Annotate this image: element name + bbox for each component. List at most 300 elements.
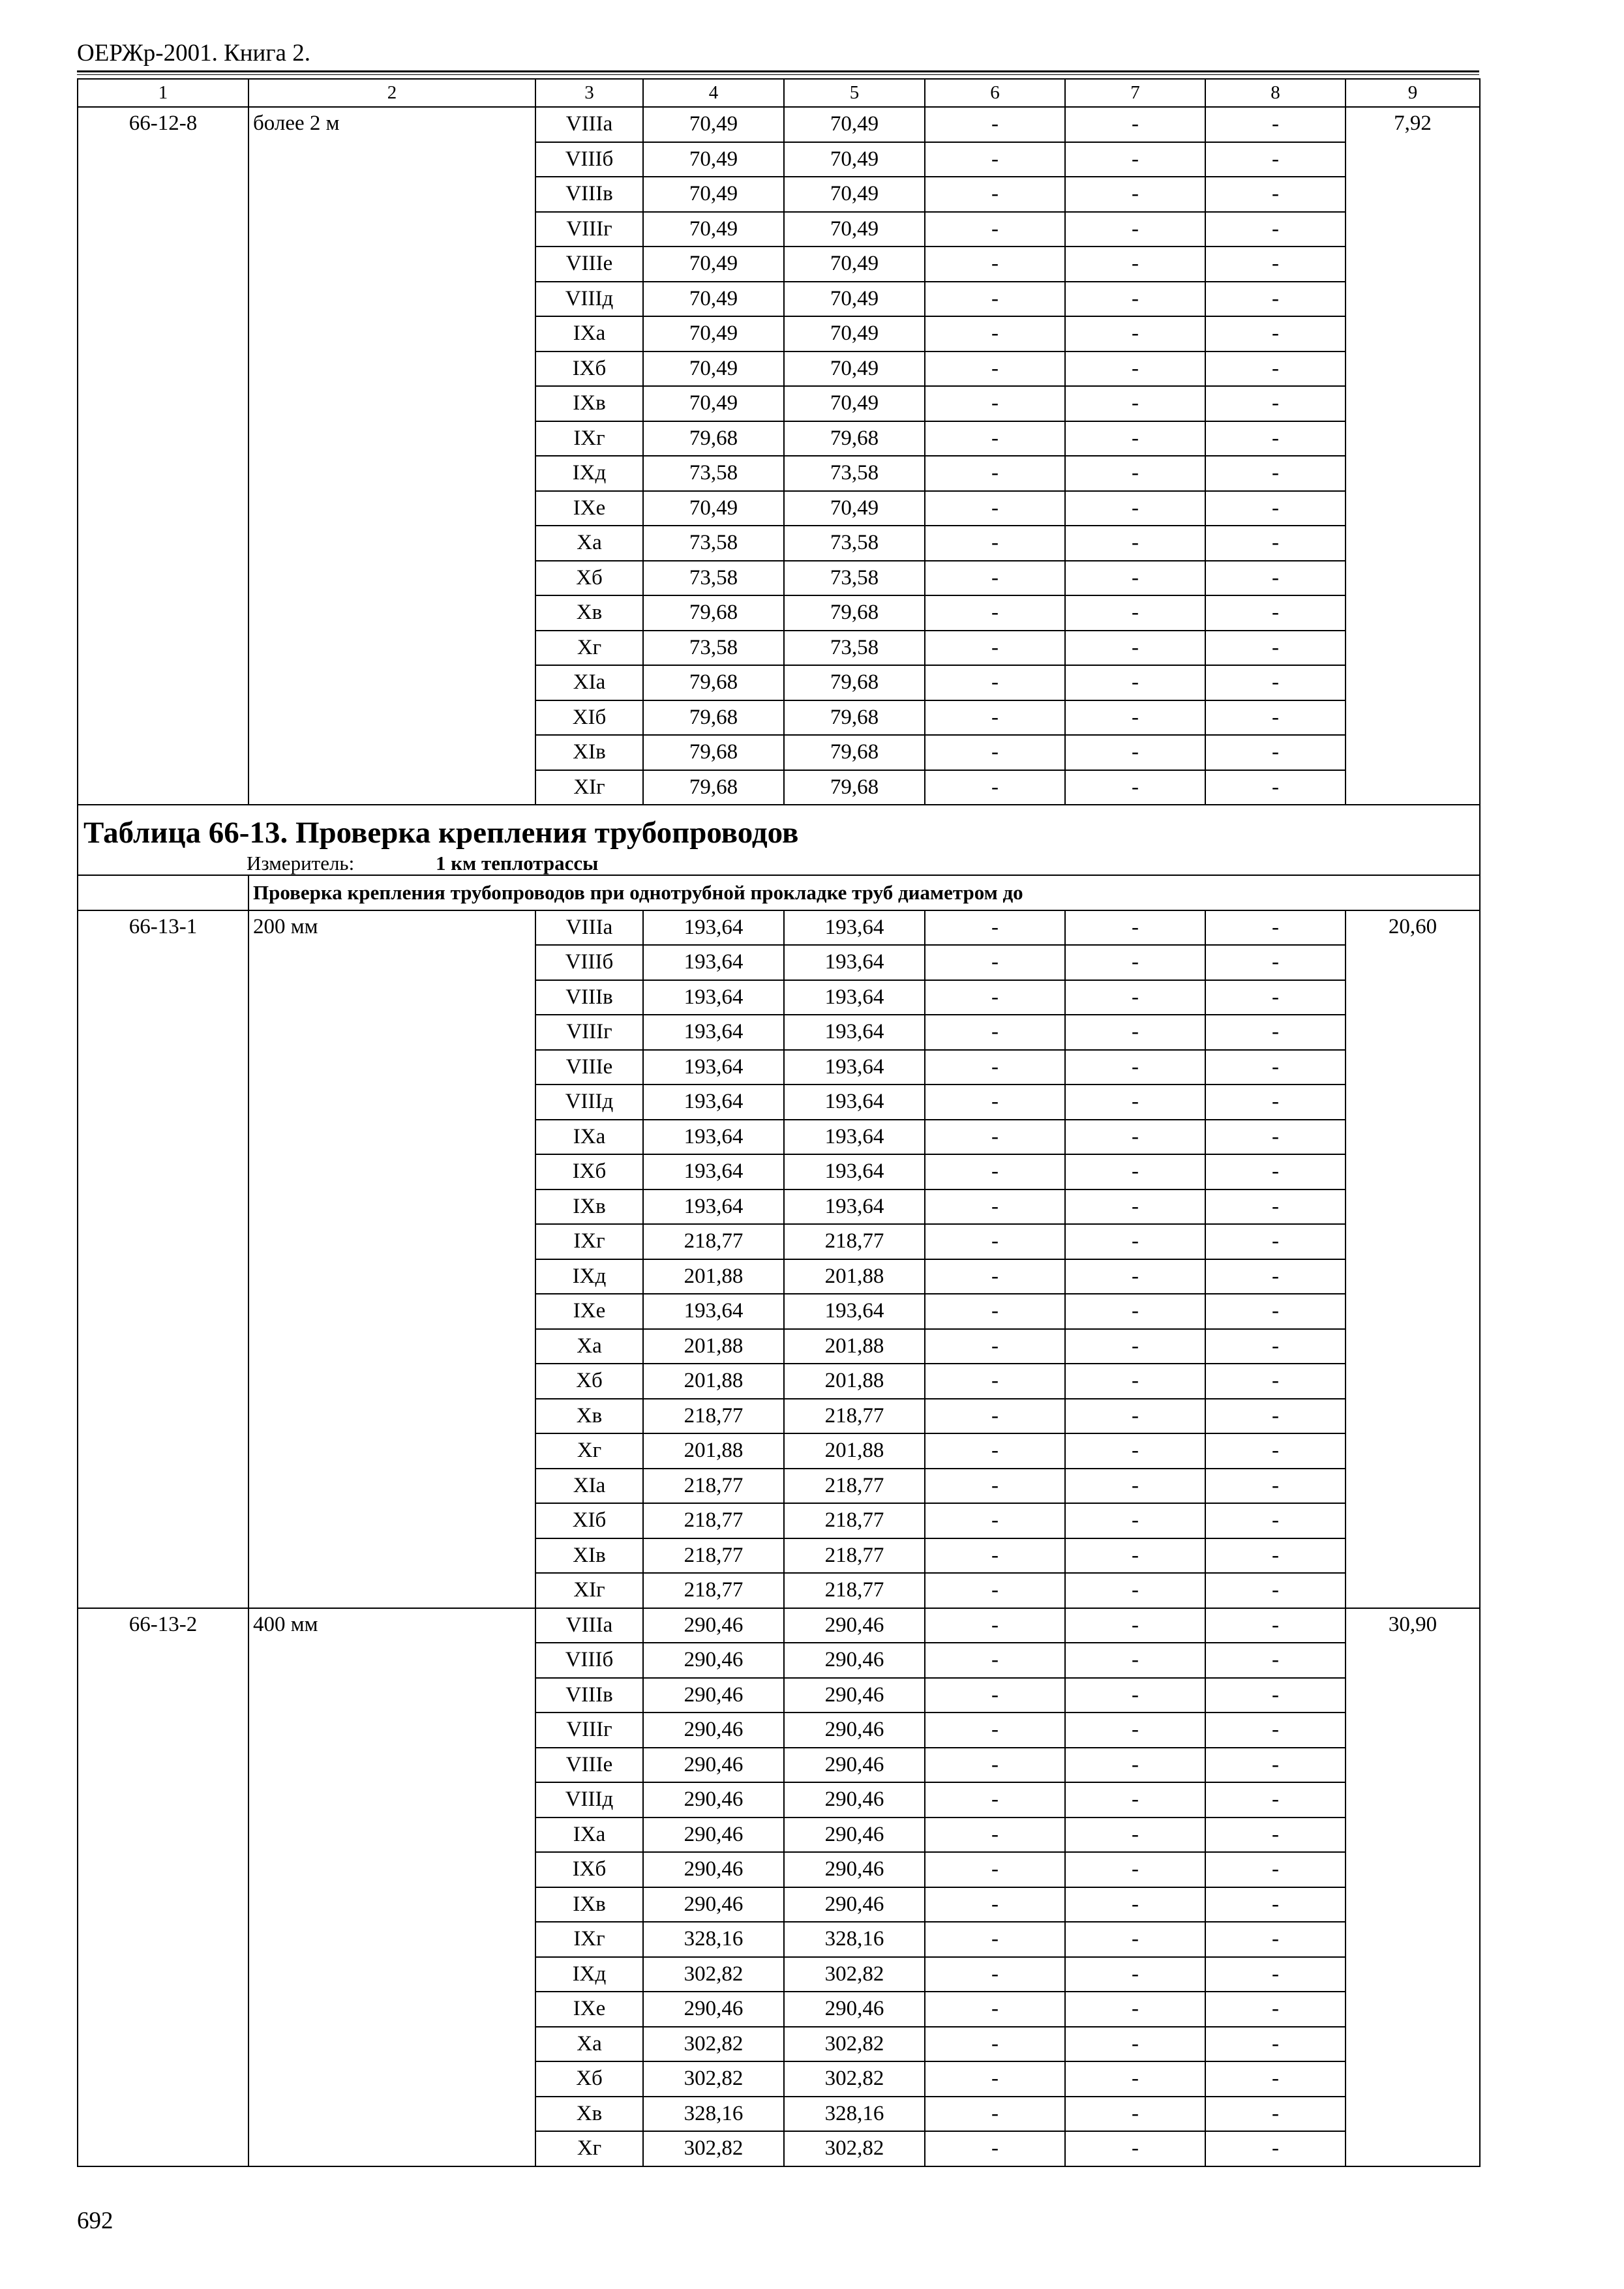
column-number: 3 <box>535 79 643 107</box>
zone-cell: IXб <box>535 1852 643 1887</box>
value-col4: 201,88 <box>643 1329 784 1364</box>
value-col5: 290,46 <box>784 1992 925 2027</box>
zone-cell: Xг <box>535 631 643 666</box>
value-col7: - <box>1065 980 1205 1015</box>
rate-code: 66-12-8 <box>78 107 248 805</box>
value-col6: - <box>925 980 1065 1015</box>
measure-label: Измеритель: <box>247 851 355 875</box>
value-col4: 73,58 <box>643 456 784 491</box>
zone-cell: Xг <box>535 2131 643 2166</box>
work-description: 400 мм <box>248 1608 535 2166</box>
value-col7: - <box>1065 1992 1205 2027</box>
zone-cell: VIIIб <box>535 945 643 980</box>
value-col8: - <box>1205 1294 1346 1329</box>
value-col5: 193,64 <box>784 1120 925 1155</box>
value-col8: - <box>1205 1748 1346 1783</box>
value-col8: - <box>1205 247 1346 282</box>
value-col5: 70,49 <box>784 212 925 247</box>
value-col5: 79,68 <box>784 665 925 700</box>
value-col7: - <box>1065 386 1205 421</box>
zone-cell: IXв <box>535 1887 643 1922</box>
value-col4: 70,49 <box>643 177 784 212</box>
value-col8: - <box>1205 1887 1346 1922</box>
value-col5: 193,64 <box>784 1189 925 1225</box>
value-col5: 70,49 <box>784 107 925 142</box>
value-col7: - <box>1065 1189 1205 1225</box>
value-col8: - <box>1205 1992 1346 2027</box>
value-col4: 70,49 <box>643 142 784 177</box>
value-col6: - <box>925 1538 1065 1574</box>
value-col4: 193,64 <box>643 1050 784 1085</box>
value-col4: 290,46 <box>643 1887 784 1922</box>
value-col7: - <box>1065 352 1205 387</box>
value-col6: - <box>925 1085 1065 1120</box>
value-col6: - <box>925 1294 1065 1329</box>
value-col6: - <box>925 107 1065 142</box>
value-col9: 30,90 <box>1346 1608 1480 2166</box>
measure-cell <box>78 851 1480 875</box>
zone-cell: Xа <box>535 1329 643 1364</box>
value-col7: - <box>1065 631 1205 666</box>
value-col4: 70,49 <box>643 352 784 387</box>
value-col8: - <box>1205 212 1346 247</box>
zone-cell: VIIIб <box>535 1643 643 1678</box>
value-col4: 193,64 <box>643 1085 784 1120</box>
value-col4: 290,46 <box>643 1678 784 1713</box>
value-col4: 218,77 <box>643 1503 784 1538</box>
value-col5: 73,58 <box>784 456 925 491</box>
value-col5: 302,82 <box>784 2061 925 2097</box>
value-col7: - <box>1065 142 1205 177</box>
zone-cell: IXе <box>535 1992 643 2027</box>
zone-cell: VIIIг <box>535 1015 643 1050</box>
value-col6: - <box>925 1120 1065 1155</box>
value-col4: 70,49 <box>643 316 784 352</box>
value-col8: - <box>1205 1120 1346 1155</box>
value-col6: - <box>925 1713 1065 1748</box>
zone-cell: Xа <box>535 526 643 561</box>
value-col7: - <box>1065 1085 1205 1120</box>
value-col8: - <box>1205 1329 1346 1364</box>
value-col5: 290,46 <box>784 1748 925 1783</box>
zone-cell: XIг <box>535 770 643 805</box>
value-col7: - <box>1065 735 1205 770</box>
zone-cell: Xв <box>535 2097 643 2132</box>
value-col6: - <box>925 282 1065 317</box>
value-col6: - <box>925 1678 1065 1713</box>
value-col6: - <box>925 1608 1065 1643</box>
value-col8: - <box>1205 1469 1346 1504</box>
value-col6: - <box>925 247 1065 282</box>
value-col5: 302,82 <box>784 2027 925 2062</box>
value-col4: 193,64 <box>643 945 784 980</box>
value-col4: 193,64 <box>643 1294 784 1329</box>
zone-cell: VIIIд <box>535 1085 643 1120</box>
value-col4: 70,49 <box>643 491 784 526</box>
value-col8: - <box>1205 1154 1346 1189</box>
zone-cell: IXд <box>535 1957 643 1992</box>
value-col4: 70,49 <box>643 282 784 317</box>
value-col5: 218,77 <box>784 1469 925 1504</box>
value-col9: 7,92 <box>1346 107 1480 805</box>
value-col7: - <box>1065 107 1205 142</box>
value-col5: 70,49 <box>784 247 925 282</box>
value-col5: 70,49 <box>784 282 925 317</box>
work-description: более 2 м <box>248 107 535 805</box>
value-col4: 328,16 <box>643 2097 784 2132</box>
value-col5: 193,64 <box>784 1085 925 1120</box>
value-col6: - <box>925 1050 1065 1085</box>
value-col8: - <box>1205 282 1346 317</box>
value-col6: - <box>925 1643 1065 1678</box>
value-col6: - <box>925 735 1065 770</box>
value-col6: - <box>925 2097 1065 2132</box>
value-col8: - <box>1205 1085 1346 1120</box>
value-col4: 70,49 <box>643 386 784 421</box>
zone-cell: VIIIг <box>535 212 643 247</box>
rate-code: 66-13-1 <box>78 910 248 1608</box>
value-col8: - <box>1205 1608 1346 1643</box>
zone-cell: IXг <box>535 1922 643 1957</box>
page-number: 692 <box>77 2207 113 2234</box>
value-col7: - <box>1065 700 1205 736</box>
zone-cell: IXе <box>535 1294 643 1329</box>
value-col6: - <box>925 421 1065 456</box>
value-col7: - <box>1065 595 1205 631</box>
value-col8: - <box>1205 631 1346 666</box>
value-col4: 328,16 <box>643 1922 784 1957</box>
value-col4: 79,68 <box>643 735 784 770</box>
value-col6: - <box>925 352 1065 387</box>
value-col7: - <box>1065 282 1205 317</box>
value-col4: 290,46 <box>643 1818 784 1853</box>
value-col5: 70,49 <box>784 352 925 387</box>
value-col6: - <box>925 212 1065 247</box>
value-col8: - <box>1205 177 1346 212</box>
zone-cell: IXа <box>535 316 643 352</box>
column-number: 2 <box>248 79 535 107</box>
value-col8: - <box>1205 2131 1346 2166</box>
value-col6: - <box>925 491 1065 526</box>
value-col4: 218,77 <box>643 1573 784 1608</box>
column-number-row <box>78 79 1480 107</box>
value-col6: - <box>925 561 1065 596</box>
value-col7: - <box>1065 1818 1205 1853</box>
value-col7: - <box>1065 945 1205 980</box>
value-col7: - <box>1065 1050 1205 1085</box>
value-col8: - <box>1205 1922 1346 1957</box>
value-col5: 193,64 <box>784 1050 925 1085</box>
value-col4: 218,77 <box>643 1399 784 1434</box>
zone-cell: Xг <box>535 1433 643 1469</box>
value-col8: - <box>1205 735 1346 770</box>
value-col7: - <box>1065 1852 1205 1887</box>
value-col4: 290,46 <box>643 1992 784 2027</box>
rate-code: 66-13-2 <box>78 1608 248 2166</box>
value-col7: - <box>1065 1957 1205 1992</box>
zone-cell: XIа <box>535 665 643 700</box>
value-col4: 193,64 <box>643 1189 784 1225</box>
value-col6: - <box>925 910 1065 946</box>
value-col5: 201,88 <box>784 1329 925 1364</box>
zone-cell: IXб <box>535 1154 643 1189</box>
value-col4: 193,64 <box>643 1154 784 1189</box>
value-col7: - <box>1065 1364 1205 1399</box>
value-col7: - <box>1065 1643 1205 1678</box>
value-col6: - <box>925 700 1065 736</box>
value-col4: 218,77 <box>643 1224 784 1259</box>
zone-cell: XIв <box>535 735 643 770</box>
value-col5: 290,46 <box>784 1818 925 1853</box>
value-col7: - <box>1065 1538 1205 1574</box>
value-col7: - <box>1065 2027 1205 2062</box>
zone-cell: VIIIа <box>535 1608 643 1643</box>
value-col7: - <box>1065 910 1205 946</box>
value-col7: - <box>1065 212 1205 247</box>
value-col6: - <box>925 456 1065 491</box>
value-col6: - <box>925 2027 1065 2062</box>
value-col4: 302,82 <box>643 2027 784 2062</box>
value-col6: - <box>925 595 1065 631</box>
value-col7: - <box>1065 456 1205 491</box>
zone-cell: VIIIв <box>535 1678 643 1713</box>
value-col5: 218,77 <box>784 1503 925 1538</box>
zone-cell: Xб <box>535 561 643 596</box>
zone-cell: XIб <box>535 1503 643 1538</box>
value-col5: 290,46 <box>784 1852 925 1887</box>
value-col8: - <box>1205 1364 1346 1399</box>
value-col7: - <box>1065 1015 1205 1050</box>
value-col8: - <box>1205 1189 1346 1225</box>
value-col7: - <box>1065 561 1205 596</box>
value-col6: - <box>925 1259 1065 1294</box>
value-col8: - <box>1205 980 1346 1015</box>
value-col8: - <box>1205 700 1346 736</box>
subheading-row <box>78 875 1480 910</box>
value-col7: - <box>1065 1503 1205 1538</box>
value-col8: - <box>1205 1015 1346 1050</box>
rates-table <box>77 78 1481 2167</box>
value-col8: - <box>1205 1399 1346 1434</box>
zone-cell: VIIIа <box>535 910 643 946</box>
value-col4: 193,64 <box>643 980 784 1015</box>
table-title: Таблица 66-13. Проверка крепления трубопроводов <box>78 805 1480 851</box>
value-col9: 20,60 <box>1346 910 1480 1608</box>
value-col8: - <box>1205 316 1346 352</box>
zone-cell: IXе <box>535 491 643 526</box>
value-col7: - <box>1065 526 1205 561</box>
zone-cell: IXв <box>535 1189 643 1225</box>
zone-cell: IXг <box>535 421 643 456</box>
value-col5: 70,49 <box>784 386 925 421</box>
value-col5: 302,82 <box>784 1957 925 1992</box>
value-col8: - <box>1205 595 1346 631</box>
zone-cell: XIг <box>535 1573 643 1608</box>
value-col7: - <box>1065 1224 1205 1259</box>
value-col8: - <box>1205 1503 1346 1538</box>
value-col6: - <box>925 1818 1065 1853</box>
value-col6: - <box>925 770 1065 805</box>
value-col7: - <box>1065 1573 1205 1608</box>
value-col4: 290,46 <box>643 1852 784 1887</box>
value-col6: - <box>925 1015 1065 1050</box>
value-col8: - <box>1205 1259 1346 1294</box>
table-body <box>78 79 1480 2166</box>
zone-cell: IXд <box>535 456 643 491</box>
page-header: ОЕРЖр-2001. Книга 2. <box>77 40 310 67</box>
value-col6: - <box>925 526 1065 561</box>
zone-cell: VIIIа <box>535 107 643 142</box>
value-col8: - <box>1205 386 1346 421</box>
zone-cell: IXг <box>535 1224 643 1259</box>
value-col5: 73,58 <box>784 631 925 666</box>
value-col4: 302,82 <box>643 2061 784 2097</box>
value-col7: - <box>1065 1154 1205 1189</box>
value-col6: - <box>925 1329 1065 1364</box>
value-col5: 193,64 <box>784 1294 925 1329</box>
value-col7: - <box>1065 316 1205 352</box>
value-col4: 79,68 <box>643 700 784 736</box>
value-col5: 193,64 <box>784 1154 925 1189</box>
value-col4: 290,46 <box>643 1748 784 1783</box>
value-col6: - <box>925 316 1065 352</box>
zone-cell: Xа <box>535 2027 643 2062</box>
value-col8: - <box>1205 770 1346 805</box>
zone-cell: VIIIг <box>535 1713 643 1748</box>
value-col8: - <box>1205 1050 1346 1085</box>
value-col6: - <box>925 1992 1065 2027</box>
value-col5: 201,88 <box>784 1364 925 1399</box>
value-col6: - <box>925 1782 1065 1818</box>
zone-cell: Xб <box>535 1364 643 1399</box>
value-col6: - <box>925 631 1065 666</box>
zone-cell: VIIIв <box>535 980 643 1015</box>
value-col7: - <box>1065 1433 1205 1469</box>
table-row <box>78 1608 1480 1643</box>
table-row <box>78 107 1480 142</box>
value-col4: 70,49 <box>643 107 784 142</box>
value-col7: - <box>1065 1678 1205 1713</box>
zone-cell: VIIIе <box>535 1050 643 1085</box>
value-col5: 193,64 <box>784 910 925 946</box>
value-col8: - <box>1205 1818 1346 1853</box>
value-col7: - <box>1065 1120 1205 1155</box>
subheading-spacer <box>78 875 248 910</box>
value-col7: - <box>1065 1922 1205 1957</box>
value-col7: - <box>1065 2097 1205 2132</box>
value-col5: 290,46 <box>784 1608 925 1643</box>
value-col5: 218,77 <box>784 1399 925 1434</box>
value-col7: - <box>1065 1294 1205 1329</box>
value-col4: 290,46 <box>643 1713 784 1748</box>
zone-cell: XIв <box>535 1538 643 1574</box>
value-col6: - <box>925 177 1065 212</box>
value-col6: - <box>925 1887 1065 1922</box>
value-col7: - <box>1065 1259 1205 1294</box>
value-col4: 73,58 <box>643 526 784 561</box>
value-col5: 70,49 <box>784 316 925 352</box>
value-col7: - <box>1065 491 1205 526</box>
zone-cell: Xв <box>535 1399 643 1434</box>
value-col6: - <box>925 2061 1065 2097</box>
value-col5: 193,64 <box>784 945 925 980</box>
value-col8: - <box>1205 456 1346 491</box>
column-number: 4 <box>643 79 784 107</box>
value-col4: 79,68 <box>643 595 784 631</box>
value-col5: 73,58 <box>784 561 925 596</box>
value-col8: - <box>1205 561 1346 596</box>
value-col8: - <box>1205 1433 1346 1469</box>
value-col8: - <box>1205 352 1346 387</box>
value-col5: 201,88 <box>784 1433 925 1469</box>
value-col4: 218,77 <box>643 1538 784 1574</box>
value-col6: - <box>925 665 1065 700</box>
value-col6: - <box>925 1573 1065 1608</box>
value-col6: - <box>925 142 1065 177</box>
value-col8: - <box>1205 526 1346 561</box>
value-col6: - <box>925 1189 1065 1225</box>
value-col7: - <box>1065 421 1205 456</box>
value-col8: - <box>1205 1782 1346 1818</box>
value-col4: 70,49 <box>643 212 784 247</box>
value-col8: - <box>1205 2097 1346 2132</box>
value-col4: 79,68 <box>643 421 784 456</box>
value-col5: 79,68 <box>784 595 925 631</box>
zone-cell: IXд <box>535 1259 643 1294</box>
value-col5: 79,68 <box>784 770 925 805</box>
value-col7: - <box>1065 1469 1205 1504</box>
value-col6: - <box>925 1957 1065 1992</box>
value-col4: 201,88 <box>643 1433 784 1469</box>
value-col7: - <box>1065 770 1205 805</box>
value-col5: 70,49 <box>784 142 925 177</box>
value-col4: 193,64 <box>643 1120 784 1155</box>
value-col7: - <box>1065 2131 1205 2166</box>
value-col7: - <box>1065 1329 1205 1364</box>
value-col4: 302,82 <box>643 1957 784 1992</box>
zone-cell: VIIIв <box>535 177 643 212</box>
value-col5: 290,46 <box>784 1782 925 1818</box>
value-col5: 70,49 <box>784 491 925 526</box>
value-col5: 218,77 <box>784 1538 925 1574</box>
value-col4: 73,58 <box>643 561 784 596</box>
value-col8: - <box>1205 910 1346 946</box>
value-col4: 290,46 <box>643 1643 784 1678</box>
value-col5: 218,77 <box>784 1573 925 1608</box>
value-col4: 79,68 <box>643 665 784 700</box>
value-col5: 328,16 <box>784 1922 925 1957</box>
value-col7: - <box>1065 665 1205 700</box>
zone-cell: IXа <box>535 1818 643 1853</box>
value-col8: - <box>1205 945 1346 980</box>
value-col5: 70,49 <box>784 177 925 212</box>
value-col5: 290,46 <box>784 1678 925 1713</box>
value-col4: 201,88 <box>643 1364 784 1399</box>
value-col5: 328,16 <box>784 2097 925 2132</box>
value-col6: - <box>925 1364 1065 1399</box>
column-number: 6 <box>925 79 1065 107</box>
value-col8: - <box>1205 1224 1346 1259</box>
value-col8: - <box>1205 1713 1346 1748</box>
zone-cell: VIIIд <box>535 1782 643 1818</box>
value-col5: 290,46 <box>784 1643 925 1678</box>
value-col6: - <box>925 386 1065 421</box>
value-col6: - <box>925 1469 1065 1504</box>
value-col5: 302,82 <box>784 2131 925 2166</box>
column-number: 7 <box>1065 79 1205 107</box>
value-col8: - <box>1205 421 1346 456</box>
value-col7: - <box>1065 177 1205 212</box>
